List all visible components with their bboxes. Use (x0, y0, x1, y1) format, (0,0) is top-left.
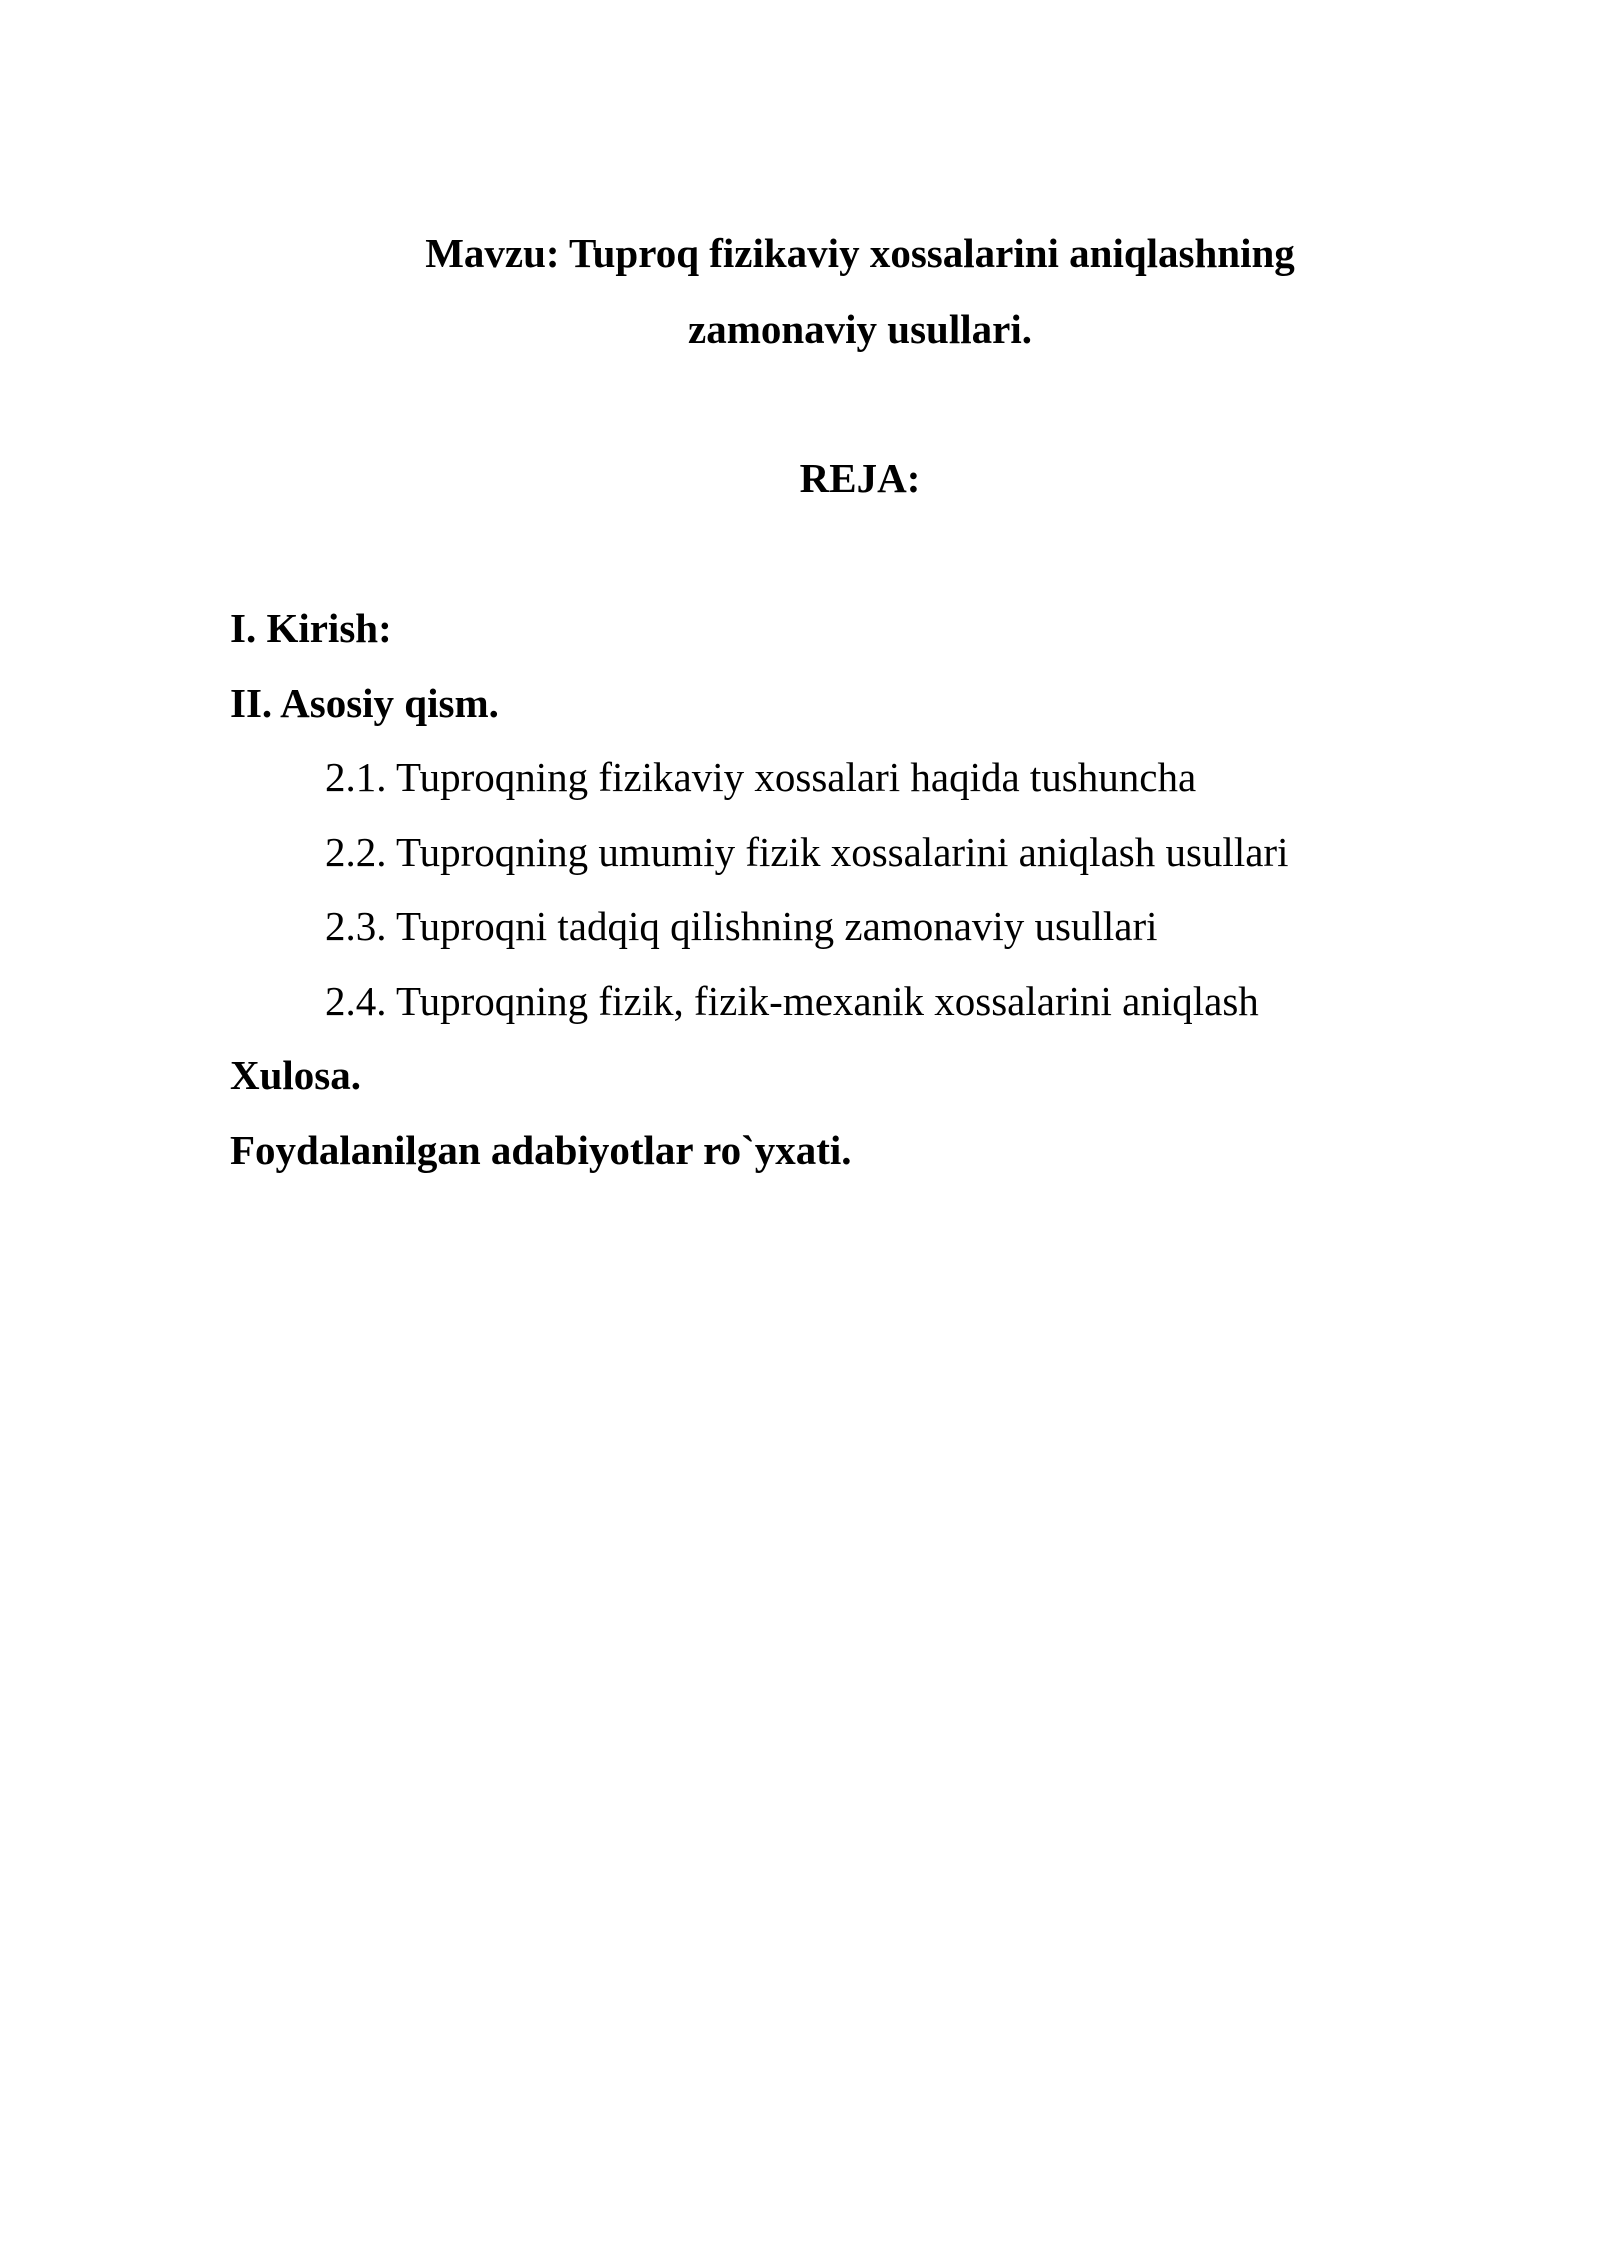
outline-subitem-2-4: 2.4. Tuproqning fizik, fizik-mexanik xossalarini aniqlash (325, 977, 1259, 1024)
outline-item-introduction: I. Kirish: (230, 605, 392, 651)
plan-outline (230, 598, 1430, 1194)
outline-item-conclusion: Xulosa. (230, 1052, 362, 1098)
outline-item-references: Foydalanilgan adabiyotlar ro`yxati. (230, 1126, 852, 1173)
outline-item-main-part: II. Asosiy qism. (230, 679, 499, 726)
outline-subitem-2-1: 2.1. Tuproqning fizikaviy xossalari haqida tushuncha (325, 754, 1197, 800)
document-title-line-2: zamonaviy usullari. (688, 306, 1032, 352)
outline-subitem-2-2: 2.2. Tuproqning umumiy fizik xossalarini aniqlash usullari (325, 828, 1289, 875)
document-title-line-1: Mavzu: Tuproq fizikaviy xossalarini aniqlashning (425, 230, 1295, 276)
plan-heading: REJA: (799, 455, 921, 501)
outline-subitem-2-3: 2.3. Tuproqni tadqiq qilishning zamonaviy usullari (325, 903, 1158, 949)
